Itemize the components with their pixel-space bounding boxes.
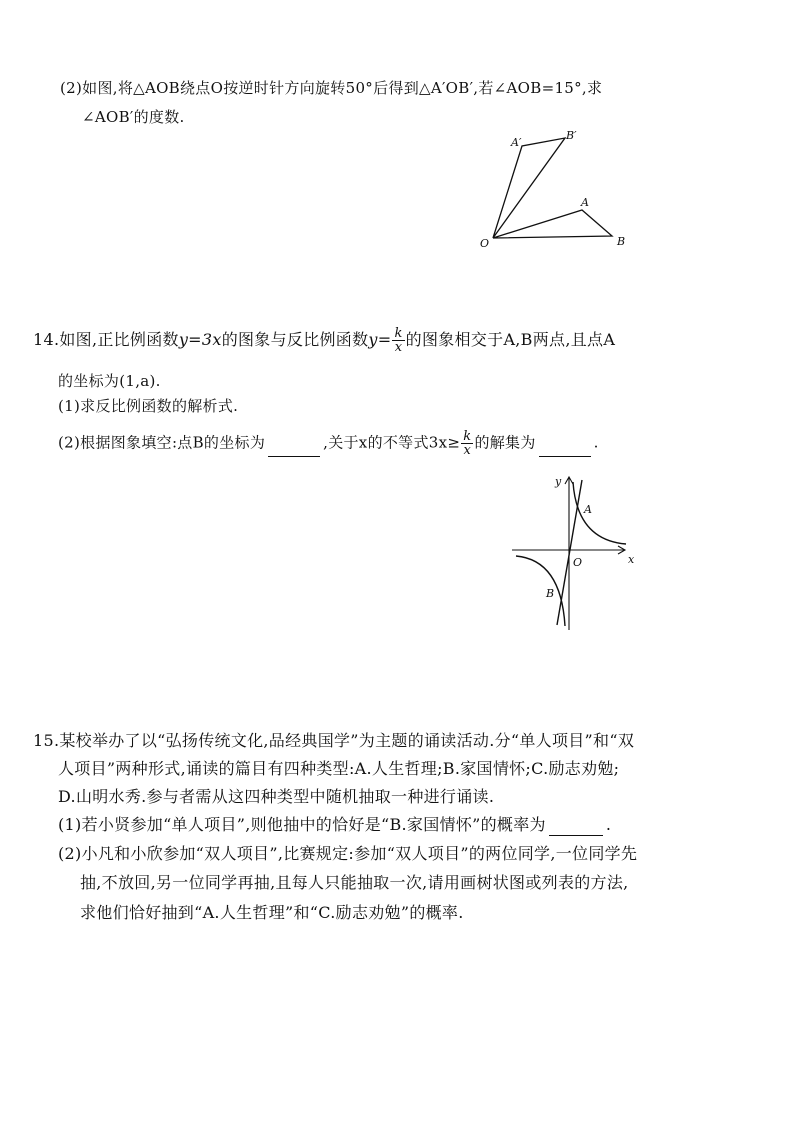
hyperbola-branch-2	[516, 556, 565, 626]
q13-part2-line1: (2)如图,将△AOB绕点O按逆时针方向旋转50°后得到△A′OB′,若∠AOB=15°,求	[60, 79, 603, 97]
q14-inverse-func: y=	[368, 330, 392, 349]
q14-linear-func: y=3x	[178, 330, 222, 349]
q14-part2-text-d: .	[593, 433, 599, 452]
q15-part2-line3: 求他们恰好抽到“A.人生哲理”和“C.励志劝勉”的概率.	[80, 903, 464, 922]
q15-part2-line1: (2)小凡和小欣参加“双人项目”,比赛规定:参加“双人项目”的两位同学,一位同学先	[58, 844, 638, 863]
q14-part2-text-a: (2)根据图象填空:点B的坐标为	[58, 433, 266, 452]
q13-part2-line2: ∠AOB′的度数.	[82, 108, 185, 126]
q15-part1-text-b: .	[605, 815, 612, 834]
graph-label-o: O	[573, 556, 583, 569]
q14-part2-frac-den: x	[463, 443, 472, 458]
q14-frac-num: k	[394, 326, 403, 341]
hyperbola-branch-1	[573, 482, 626, 544]
answer-blank-probability[interactable]	[549, 819, 603, 836]
q15-part1-text-a: (1)若小贤参加“单人项目”,则他抽中的恰好是“B.家国情怀”的概率为	[58, 815, 546, 834]
graph-label-y: y	[555, 475, 562, 488]
label-a: A	[581, 196, 589, 209]
q15-line2: 人项目”两种形式,诵读的篇目有四种类型:A.人生哲理;B.家国情怀;C.励志劝勉;	[58, 759, 620, 778]
q14-text-a: 14.如图,正比例函数	[33, 330, 179, 349]
graph-label-x: x	[628, 553, 635, 566]
q15-line1: 15.某校举办了以“弘扬传统文化,品经典国学”为主题的诵读活动.分“单人项目”和“双	[33, 731, 635, 750]
q15-line3: D.山明水秀.参与者需从这四种类型中随机抽取一种进行诵读.	[58, 787, 495, 806]
label-b-prime: B′	[566, 129, 577, 142]
label-b: B	[617, 235, 626, 248]
q14-part2-text-b: ,关于x的不等式3x≥	[323, 433, 461, 452]
q15-part1	[58, 814, 611, 836]
q14-part1: (1)求反比例函数的解析式.	[58, 397, 239, 415]
q14-part2-frac-num: k	[463, 429, 472, 444]
q14-part2-text-c: 的解集为	[474, 433, 536, 452]
graph-label-a: A	[584, 503, 592, 516]
label-a-prime: A′	[511, 136, 522, 149]
q14-text-e: 的图象相交于A,B两点,且点A	[405, 330, 616, 349]
label-o: O	[480, 237, 490, 250]
q15-part2-line2: 抽,不放回,另一位同学再抽,且每人只能抽取一次,请用画树状图或列表的方法,	[80, 873, 629, 892]
q14-line2: 的坐标为(1,a).	[58, 372, 161, 390]
q14-text-c: 的图象与反比例函数	[221, 330, 369, 349]
q14-frac-den: x	[394, 340, 403, 355]
graph-label-b: B	[546, 587, 555, 600]
